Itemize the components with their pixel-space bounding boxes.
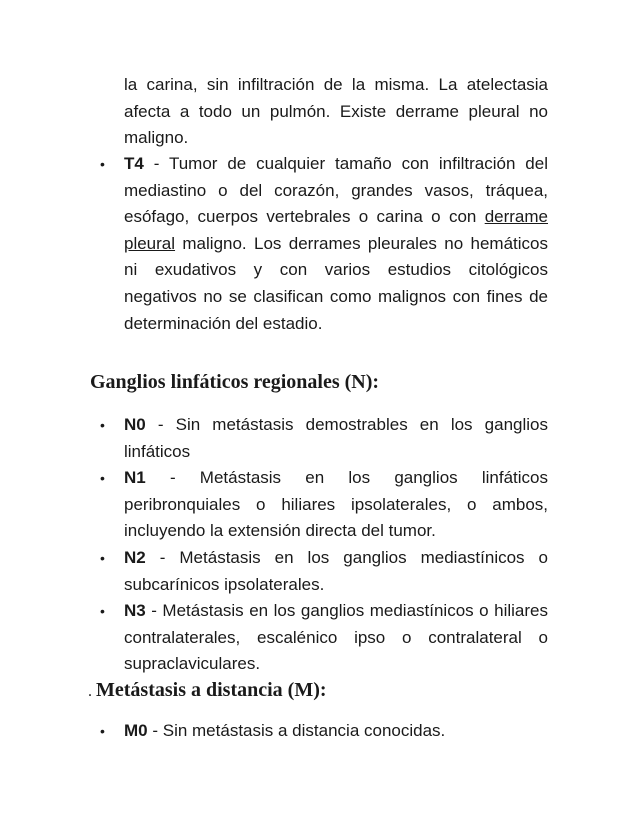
stage-description: - Metástasis en los ganglios mediastínicos o hiliares contralaterales, escalénico ipso o contralateral o supraclaviculares. [124, 601, 548, 674]
bullet-icon: • [100, 470, 105, 487]
heading-prefix: . [88, 683, 92, 700]
list-item [0, 598, 548, 678]
stage-code: T4 [124, 154, 144, 173]
stage-code: N2 [124, 547, 146, 567]
list-item [0, 465, 548, 545]
section-heading-m [88, 678, 327, 704]
continuation-paragraph: la carina, sin infiltración de la misma. La atelectasia afecta a todo un pulmón. Existe derrame pleural no maligno. [124, 75, 548, 148]
bullet-icon: • [100, 417, 105, 433]
bullet-icon: • [100, 603, 105, 620]
n-stage-list [0, 412, 638, 678]
list-item [0, 545, 548, 598]
stage-code: N0 [124, 415, 146, 434]
bullet-icon: • [100, 156, 105, 172]
derrame-pleural-link[interactable]: derrame pleural [124, 207, 548, 253]
t-stage-list [0, 151, 638, 337]
stage-code: M0 [124, 721, 148, 740]
section-heading-n: Ganglios linfáticos regionales (N): [90, 371, 380, 393]
stage-description: - Tumor de cualquier tamaño con infiltración del mediastino o del corazón, grandes vasos, tráquea, esófago, cuerpos vertebrales o carina o con [124, 154, 548, 227]
list-item [0, 412, 548, 465]
list-item [0, 151, 548, 337]
stage-description: - Metástasis en los ganglios mediastínicos o subcarínicos ipsolaterales. [124, 547, 548, 594]
stage-description: - Sin metástasis demostrables en los ganglios linfáticos [124, 415, 548, 461]
stage-code: N3 [124, 601, 146, 621]
stage-description: - Metástasis en los ganglios linfáticos peribronquiales o hiliares ipsolaterales, o ambos, incluyendo la extensión directa del tumor. [124, 468, 548, 541]
m-stage-list [0, 718, 638, 745]
stage-description-continued: maligno. Los derrames pleurales no hemáticos ni exudativos y con varios estudios citológicos negativos no se clasifican como malignos con fines de determinación del estadio. [124, 233, 548, 333]
list-item [0, 718, 548, 745]
stage-description: - Sin metástasis a distancia conocidas. [147, 721, 446, 740]
stage-code: N1 [124, 468, 146, 488]
section-heading-m-title: Metástasis a distancia (M): [96, 679, 327, 701]
bullet-icon: • [100, 549, 105, 566]
bullet-icon: • [100, 723, 105, 739]
